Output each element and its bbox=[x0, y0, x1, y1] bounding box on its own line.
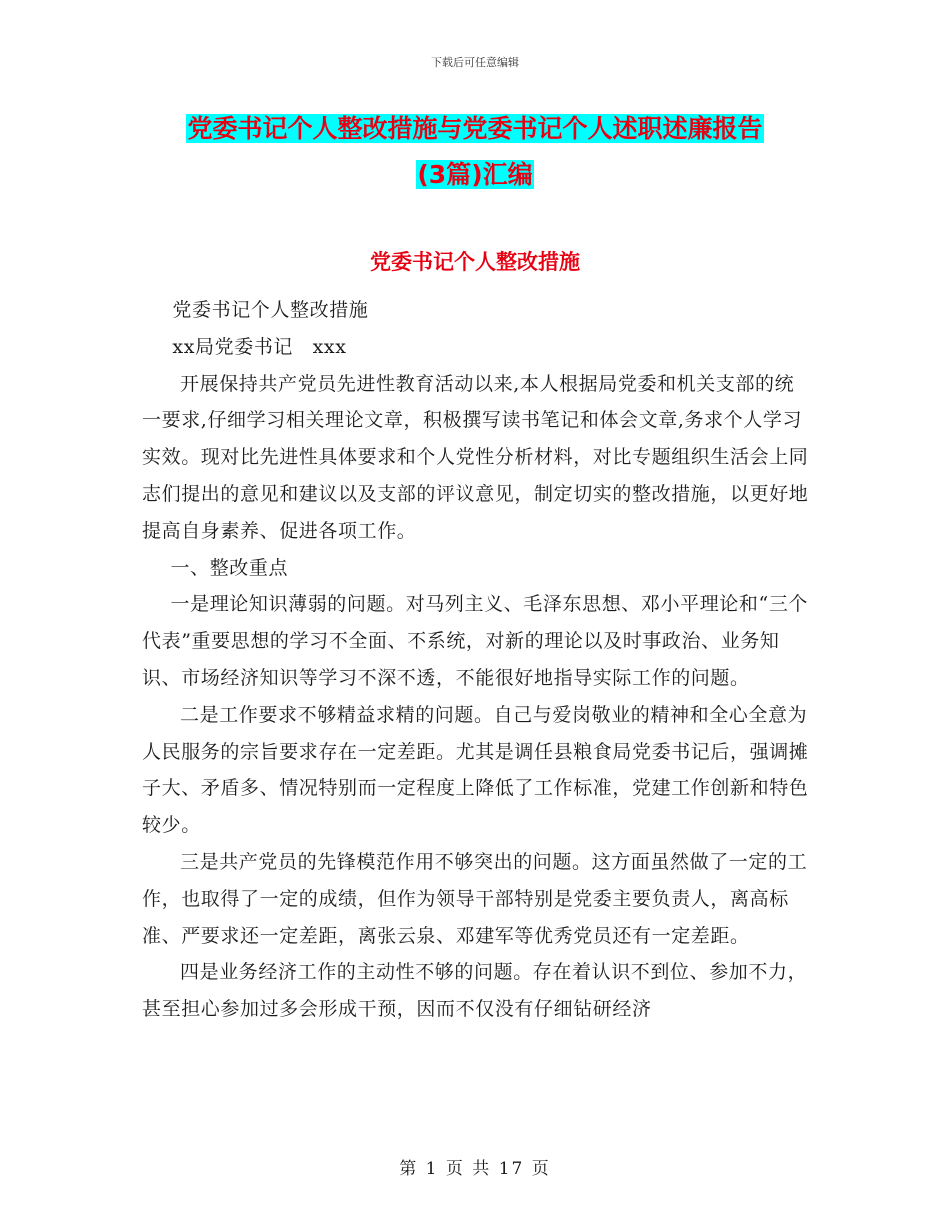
title-line-1: 党委书记个人整改措施与党委书记个人述职述廉报告 bbox=[187, 114, 763, 143]
document-body bbox=[142, 292, 812, 1028]
page-number: 第 1 页 共 17 页 bbox=[399, 1159, 551, 1179]
paragraph-heading-key-points: 一、整改重点 bbox=[170, 556, 289, 579]
paragraph-author: xx局党委书记 xxx bbox=[172, 335, 347, 358]
paragraph-subtitle: 党委书记个人整改措施 bbox=[172, 299, 369, 321]
section-title: 党委书记个人整改措施 bbox=[370, 250, 580, 274]
document-title bbox=[60, 106, 890, 198]
title-line-2: (3篇)汇编 bbox=[417, 160, 533, 189]
paragraph-point-2: 二是工作要求不够精益求精的问题。自己与爱岗敬业的精神和全心全意为人民服务的宗旨要求存在一定差距。尤其是调任县粮食局党委书记后，强调摊子大、矛盾多、情况特别而一定程度上降低了工作标准，党建工作创新和特色较少。 bbox=[142, 703, 809, 837]
paragraph-intro: 开展保持共产党员先进性教育活动以来,本人根据局党委和机关支部的统一要求,仔细学习相关理论文章，积极撰写读书笔记和体会文章,务求个人学习实效。现对比先进性具体要求和个人党性分析材料，对比专题组织生活会上同志们提出的意见和建议以及支部的评议意见，制定切实的整改措施，以更好地提高自身素养、促进各项工作。 bbox=[142, 372, 809, 542]
paragraph-point-4: 四是业务经济工作的主动性不够的问题。存在着认识不到位、参加不力，甚至担心参加过多会形成干预，因而不仅没有仔细钻研经济 bbox=[142, 961, 808, 1021]
header-note: 下载后可任意编辑 bbox=[431, 56, 519, 69]
paragraph-point-3: 三是共产党员的先锋模范作用不够突出的问题。这方面虽然做了一定的工作，也取得了一定的成绩，但作为领导干部特别是党委主要负责人，离高标准、严要求还一定差距，离张云泉、邓建军等优秀党员还有一定差距。 bbox=[142, 850, 808, 947]
paragraph-point-1: 一是理论知识薄弱的问题。对马列主义、毛泽东思想、邓小平理论和“三个代表”重要思想的学习不全面、不系统，对新的理论以及时事政治、业务知识、市场经济知识等学习不深不透，不能很好地指导实际工作的问题。 bbox=[142, 593, 809, 689]
